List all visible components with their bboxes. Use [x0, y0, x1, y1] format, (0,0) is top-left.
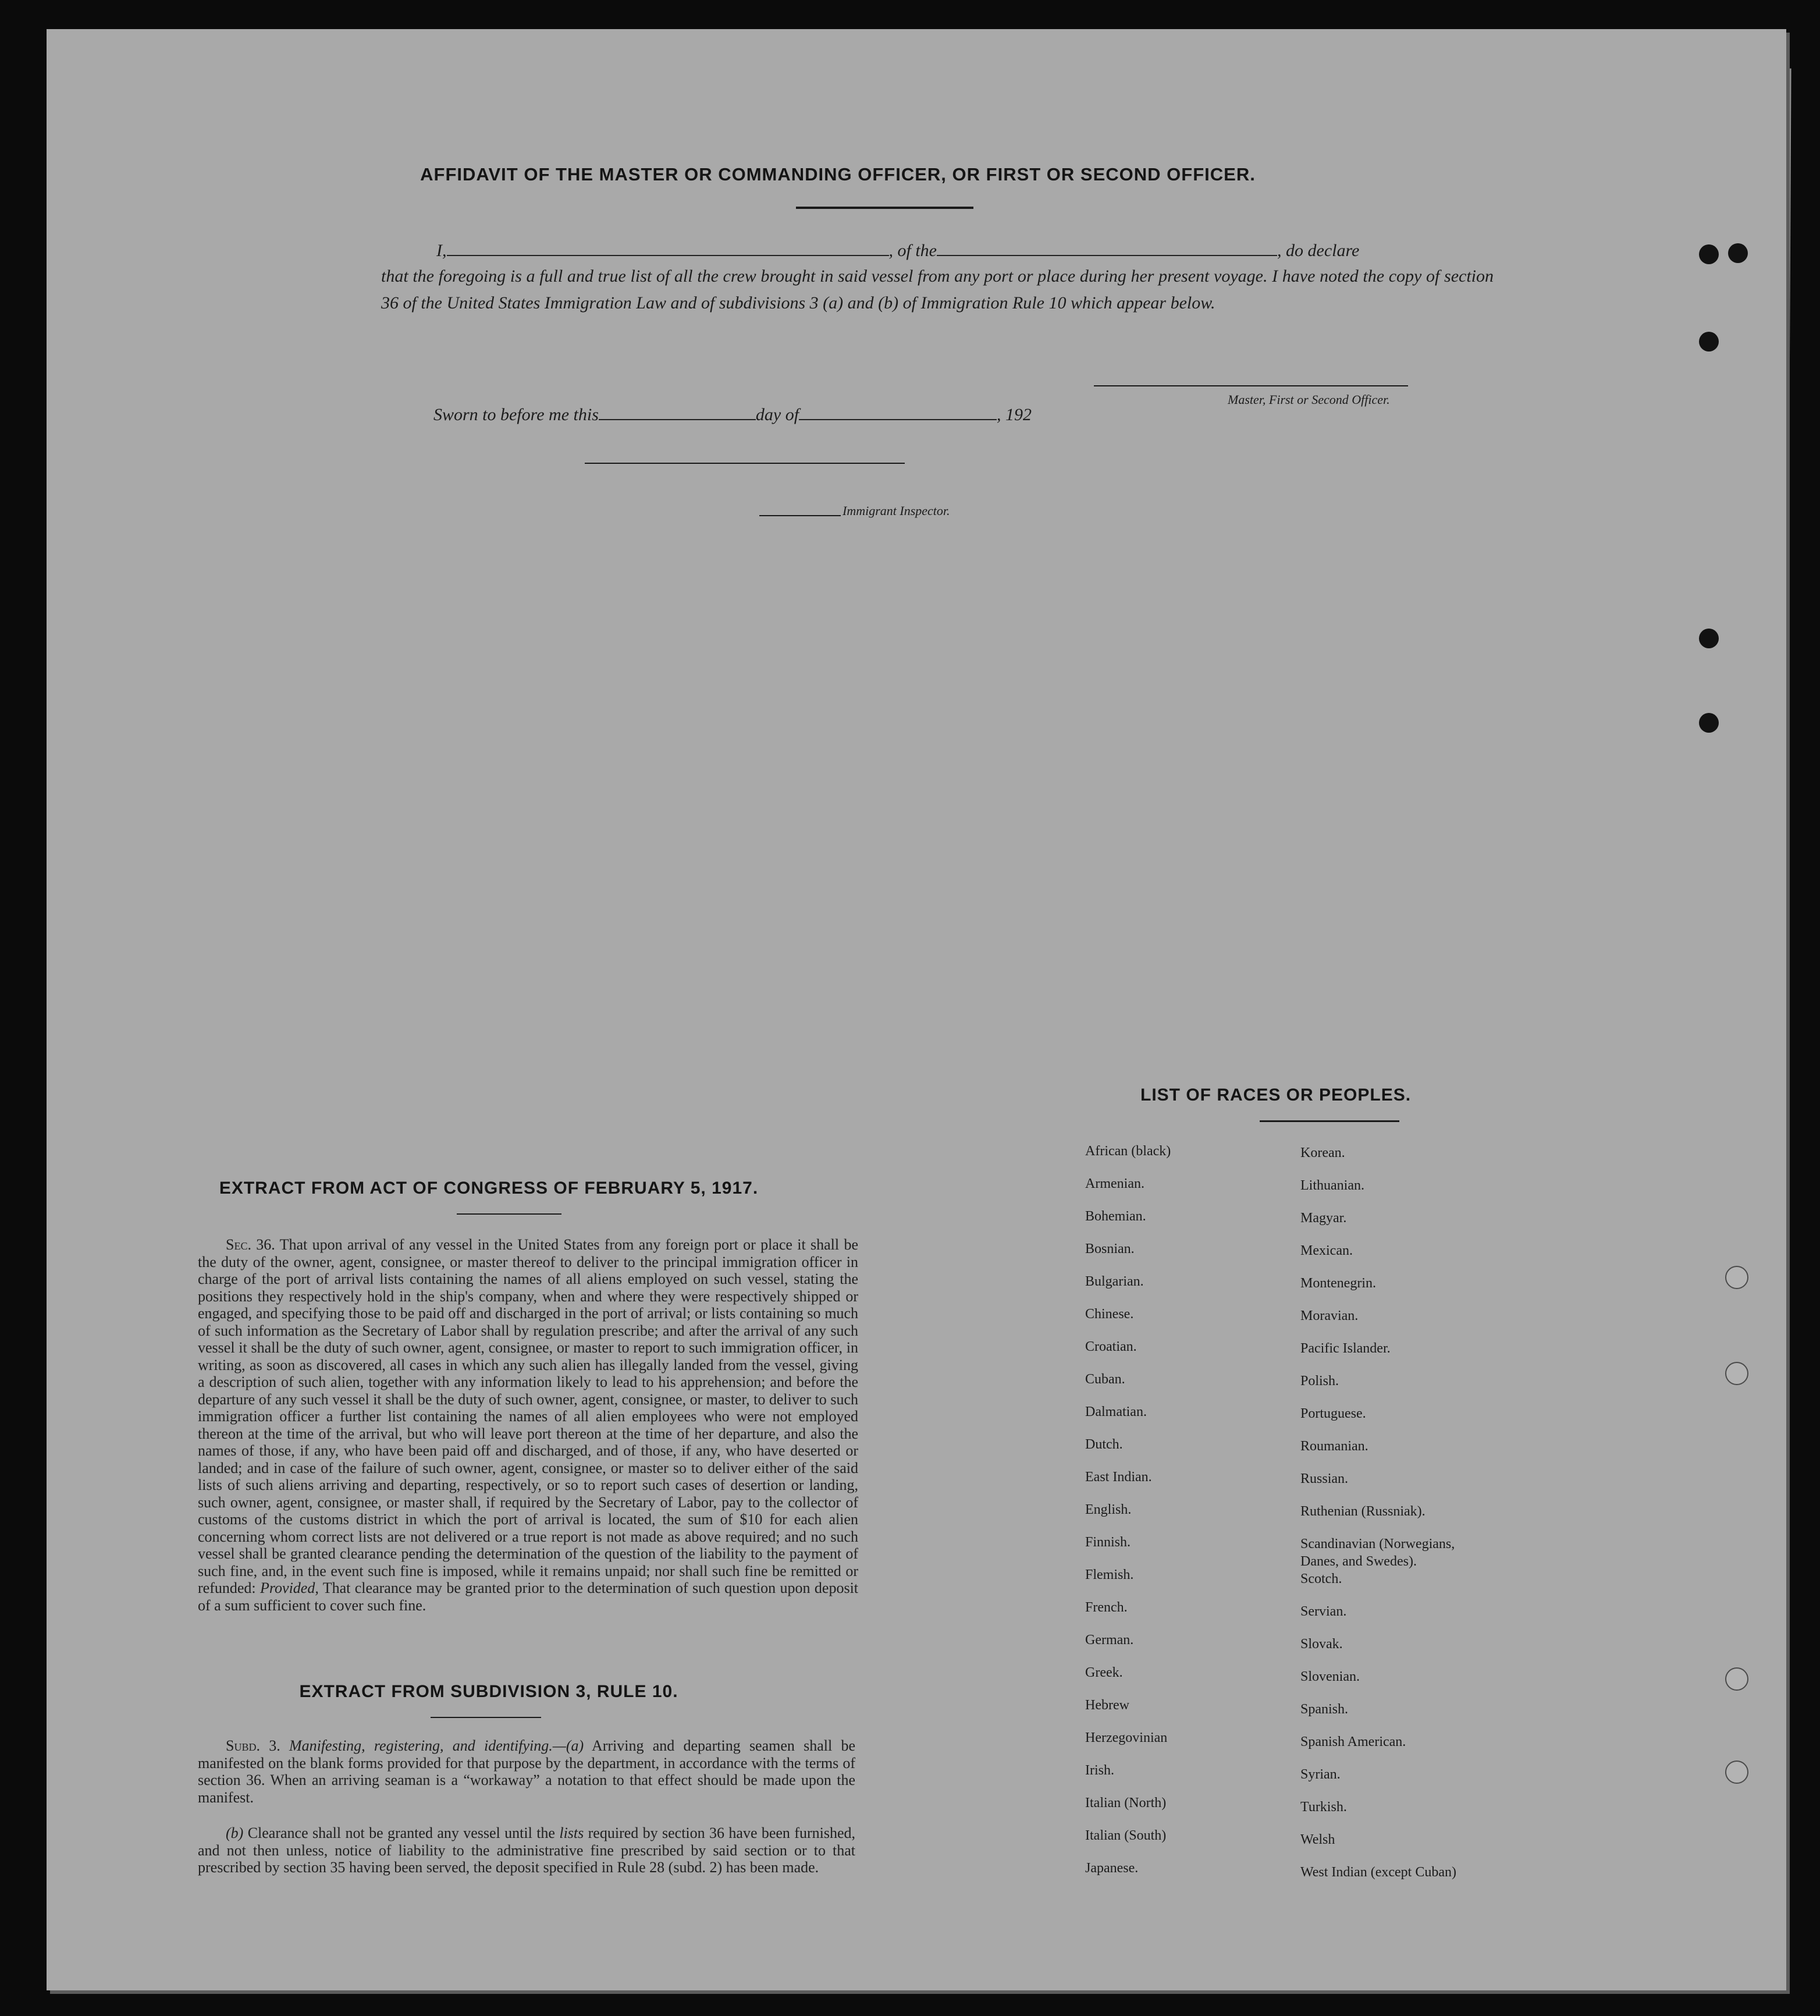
race-item: Italian (South) — [1085, 1828, 1167, 1843]
inspector-signature-line[interactable] — [585, 463, 905, 464]
declaration-i-label: I, — [436, 241, 447, 260]
race-item: Danes, and Swedes). — [1300, 1554, 1417, 1569]
subd-para-b-lists: lists — [559, 1825, 584, 1841]
subd-para-b-part1: Clearance shall not be granted any vessel until the — [247, 1825, 555, 1841]
race-item: Turkish. — [1300, 1800, 1347, 1815]
sworn-prefix: Sworn to before me this — [433, 405, 599, 424]
race-item: Armenian. — [1085, 1176, 1144, 1191]
race-item: Croatian. — [1085, 1339, 1137, 1354]
subd-para-b-label: (b) — [226, 1825, 244, 1841]
race-item: Chinese. — [1085, 1307, 1134, 1322]
race-item: English. — [1085, 1502, 1132, 1517]
binder-hole-icon — [1699, 629, 1719, 648]
sworn-line — [433, 402, 1032, 428]
race-item: Italian (North) — [1085, 1795, 1167, 1811]
document-page — [47, 29, 1786, 1990]
race-item: Scandinavian (Norwegians, — [1300, 1536, 1455, 1552]
binder-hole-icon — [1725, 1266, 1748, 1289]
rule-extract-rule — [431, 1717, 541, 1718]
affidavit-title-rule — [796, 207, 973, 209]
inspector-short-line — [759, 515, 841, 516]
subd-para-b-part2: required by section 36 have been furnished, and not then unless, notice of liability to the administrative fine prescribed by said section or to that prescribed by section 35 having been served, the deposit specified in Rule 28 (subd. 2) has been made. — [198, 1825, 856, 1876]
race-item: Russian. — [1300, 1471, 1349, 1486]
proviso-label: Provided, — [260, 1580, 319, 1596]
binder-hole-icon — [1728, 243, 1748, 263]
race-item: Hebrew — [1085, 1698, 1129, 1713]
race-item: Dalmatian. — [1085, 1404, 1147, 1419]
sworn-month-field[interactable] — [799, 402, 997, 420]
act-extract-rule — [457, 1213, 561, 1215]
race-item: Herzegovinian — [1085, 1730, 1168, 1745]
subd-para-a: Arriving and departing seamen shall be manifested on the blank forms provided for that purpose by the department, in accordance with the terms of section 36. When an arriving seaman is a “workaway” a notation to that effect should be made upon the manifest. — [198, 1737, 856, 1806]
subdivision-3-b — [198, 1825, 855, 1876]
race-item: Finnish. — [1085, 1535, 1131, 1550]
subd-label: Subd. 3. — [226, 1737, 280, 1754]
master-signature-label: Master, First or Second Officer. — [1228, 392, 1390, 407]
race-item: Portuguese. — [1300, 1406, 1366, 1421]
proviso-body: That clearance may be granted prior to the determination of such question upon deposit of a sum sufficient to cover such fine. — [198, 1580, 859, 1614]
race-item: Slovenian. — [1300, 1669, 1360, 1684]
race-item: Servian. — [1300, 1604, 1347, 1619]
section-36-text — [198, 1236, 858, 1614]
race-item: Cuban. — [1085, 1372, 1125, 1387]
race-item: Mexican. — [1300, 1243, 1353, 1258]
inspector-label: Immigrant Inspector. — [843, 503, 950, 518]
race-item: Bosnian. — [1085, 1241, 1135, 1257]
race-item: Ruthenian (Russniak). — [1300, 1504, 1426, 1519]
binder-hole-icon — [1699, 713, 1719, 733]
race-item: Greek. — [1085, 1665, 1123, 1680]
sworn-day-of-label: day of — [755, 405, 799, 424]
race-item: Flemish. — [1085, 1567, 1134, 1582]
vessel-field[interactable] — [937, 237, 1277, 256]
section-36-label: Sec. 36. — [226, 1236, 275, 1253]
race-item: Dutch. — [1085, 1437, 1123, 1452]
race-item: Syrian. — [1300, 1767, 1341, 1782]
race-item: Scotch. — [1300, 1571, 1342, 1586]
races-title: LIST OF RACES OR PEOPLES. — [1140, 1085, 1412, 1105]
race-item: Bohemian. — [1085, 1209, 1146, 1224]
race-item: Magyar. — [1300, 1211, 1347, 1226]
declaration-line — [381, 237, 1494, 264]
race-item: Japanese. — [1085, 1861, 1139, 1876]
binder-hole-icon — [1699, 244, 1719, 264]
race-item: Bulgarian. — [1085, 1274, 1144, 1289]
binder-hole-icon — [1725, 1761, 1748, 1784]
affidavit-title: AFFIDAVIT OF THE MASTER OR COMMANDING OFFICER, OR FIRST OR SECOND OFFICER. — [420, 164, 1256, 184]
race-item: Slovak. — [1300, 1637, 1343, 1652]
sworn-year-prefix: , 192 — [997, 405, 1032, 424]
declaration-body: that the foregoing is a full and true list of all the crew brought in said vessel from any port or place during her present voyage. I have noted the copy of section 36 of the United States Immigration Law and of subdivisions 3 (a) and (b) of Immigration Rule 10 which appear below. — [381, 267, 1494, 313]
race-item: Welsh — [1300, 1832, 1335, 1847]
race-item: Spanish American. — [1300, 1734, 1406, 1749]
master-signature-line[interactable] — [1094, 385, 1408, 386]
race-item: Pacific Islander. — [1300, 1341, 1391, 1356]
race-item: Lithuanian. — [1300, 1178, 1364, 1193]
races-title-rule — [1260, 1120, 1399, 1122]
declaration-do-declare-label: , do declare — [1277, 241, 1360, 260]
rule-extract-title: EXTRACT FROM SUBDIVISION 3, RULE 10. — [299, 1682, 678, 1701]
race-item: French. — [1085, 1600, 1128, 1615]
binder-hole-icon — [1725, 1667, 1748, 1691]
race-item: Roumanian. — [1300, 1439, 1368, 1454]
race-item: Polish. — [1300, 1373, 1339, 1389]
race-item: Irish. — [1085, 1763, 1114, 1778]
section-36-body: That upon arrival of any vessel in the United States from any foreign port or place it shall be the duty of the owner, agent, consignee, or master thereof to deliver to the principal immigration officer in charge of the port of arrival lists containing the names of all aliens employed on such vessel, stating the positions they respectively hold in the ship's company, when and where they were respectively shipped or engaged, and specifying those to be paid off and discharged in the port of arrival; or lists containing so much of such information as the Secretary of Labor shall by regulation prescribe; and after the arrival of any such vessel it shall be the duty of such owner, agent, consignee, or master to report to such immigration officer, in writing, as soon as discovered, all cases in which any such alien has illegally landed from the vessel, giving a description of such alien, together with any information likely to lead to his apprehension; and before the departure of any such vessel it shall be the duty of such owner, agent, consignee, or master, to deliver to such immigration officer a further list containing the names of all alien employees who were not employed thereon at the time of the arrival, but who will leave port thereon at the time of her departure, and also the names of those, if any, who have been paid off and discharged, and of those, if any, who have deserted or landed; and in case of the failure of such owner, agent, consignee, or master so to deliver either of the said lists of such aliens arriving and departing, respectively, or so to report such cases of desertion or landing, such owner, agent, consignee, or master shall, if required by the Secretary of Labor, pay to the collector of customs of the customs district in which the port of arrival is located, the sum of $10 for each alien concerning whom correct lists are not delivered or a true report is not made as above required; and no such vessel shall be granted clearance pending the determination of the question of the liability to the payment of such fine, and, in the event such fine is imposed, while it remains unpaid; nor shall such fine be remitted or refunded: — [198, 1236, 858, 1596]
race-item: Korean. — [1300, 1145, 1345, 1160]
sworn-day-field[interactable] — [599, 402, 756, 420]
subdivision-3-a — [198, 1737, 855, 1806]
race-item: Moravian. — [1300, 1308, 1359, 1323]
act-extract-title: EXTRACT FROM ACT OF CONGRESS OF FEBRUARY 5, 1917. — [219, 1179, 759, 1198]
name-field[interactable] — [447, 237, 889, 256]
race-item: German. — [1085, 1632, 1134, 1648]
race-item: West Indian (except Cuban) — [1300, 1865, 1456, 1880]
declaration-of-the-label: , of the — [888, 241, 937, 260]
race-item: Spanish. — [1300, 1702, 1349, 1717]
race-item: African (black) — [1085, 1144, 1171, 1159]
race-item: Montenegrin. — [1300, 1276, 1376, 1291]
race-item: East Indian. — [1085, 1470, 1152, 1485]
binder-hole-icon — [1725, 1362, 1748, 1385]
subd-heading: Manifesting, registering, and identifying.—(a) — [289, 1737, 584, 1754]
binder-hole-icon — [1699, 332, 1719, 352]
